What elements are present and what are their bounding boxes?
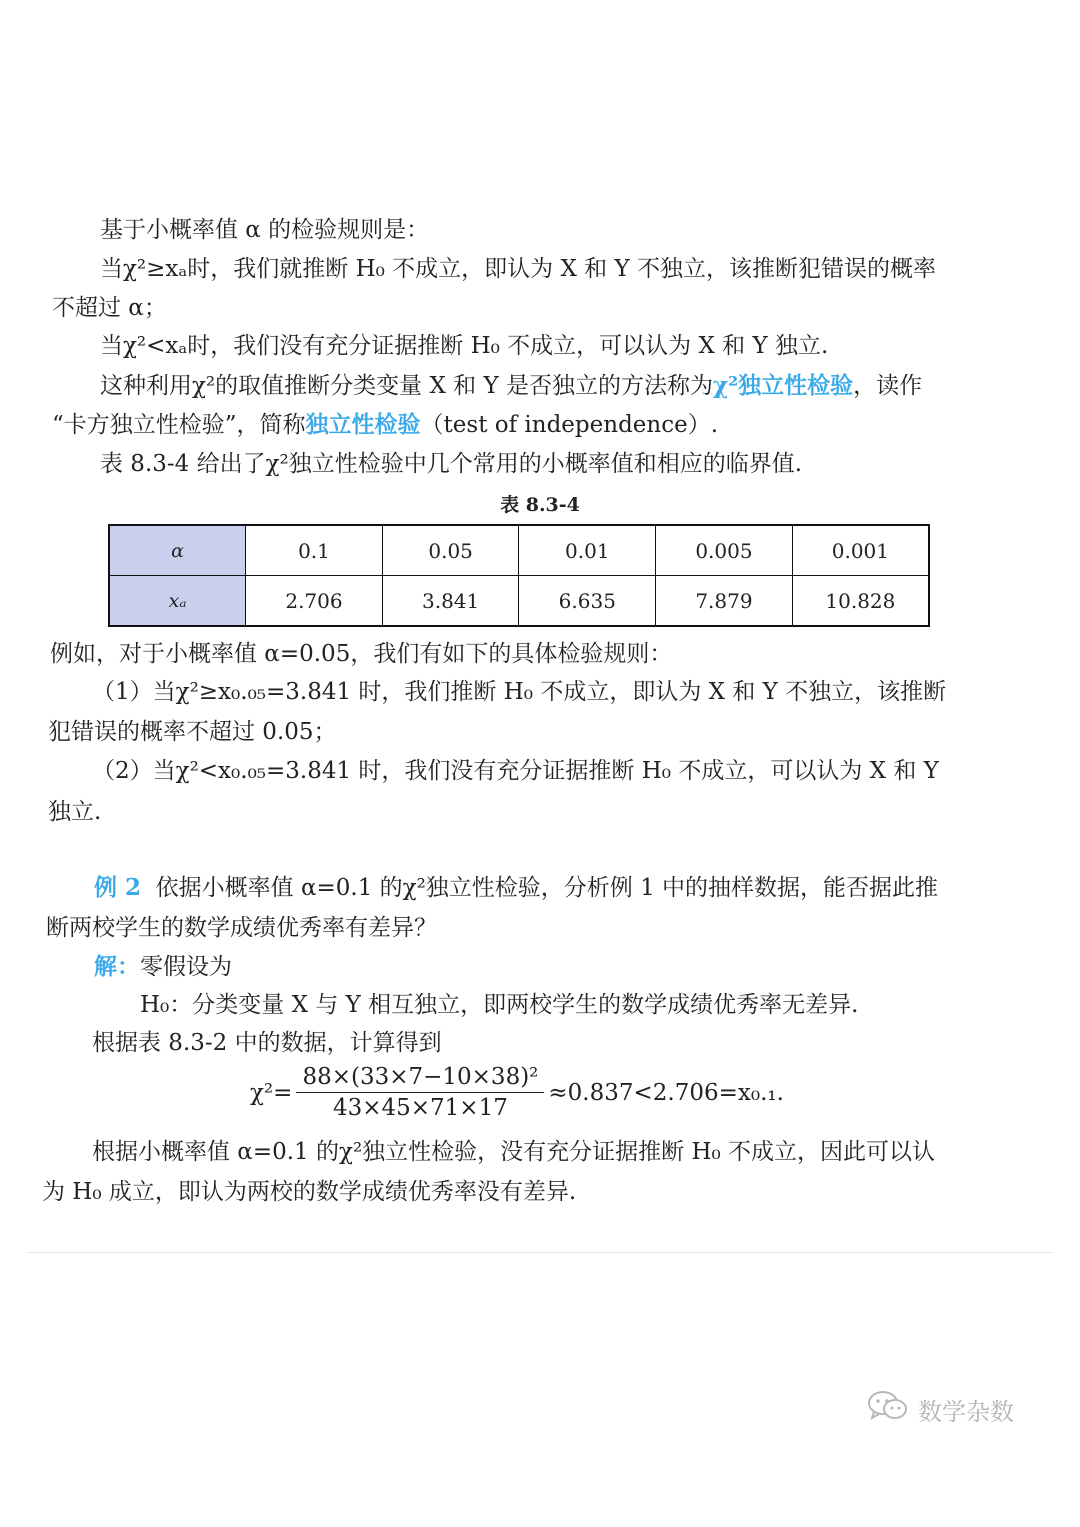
example-2-line2: 断两校学生的数学成绩优秀率有差异？ — [46, 915, 437, 941]
table-cell: 0.1 — [246, 525, 383, 576]
rule-intro: 基于小概率值 α 的检验规则是： — [100, 217, 430, 243]
chi-square-formula — [250, 1064, 784, 1121]
solution-line: 解：零假设为 — [94, 953, 232, 980]
table-cell: 0.01 — [519, 525, 656, 576]
term-chi-square-test: χ²独立性检验 — [712, 372, 854, 399]
table-cell: 0.001 — [792, 525, 929, 576]
table-row — [109, 525, 929, 576]
table-cell: 3.841 — [382, 576, 519, 627]
table-row — [109, 576, 929, 627]
formula-lhs: χ²= — [250, 1079, 293, 1106]
example-rule-intro: 例如，对于小概率值 α=0.05，我们有如下的具体检验规则： — [50, 641, 673, 667]
row-header-alpha: α — [109, 525, 246, 576]
example-rule-2-line1: （2）当χ²<x₀.₀₅=3.841 时，我们没有充分证据推断 H₀ 不成立，可以认为 X 和 Y — [92, 758, 939, 784]
example-2-line1: 例 2 依据小概率值 α=0.1 的χ²独立性检验，分析例 1 中的抽样数据，能否据此推 — [94, 874, 939, 901]
null-hypothesis: H₀：分类变量 X 与 Y 相互独立，即两校学生的数学成绩优秀率无差异. — [140, 992, 859, 1018]
term-independence-test: 独立性检验 — [305, 411, 421, 438]
rule-accept: 当χ²<xₐ时，我们没有充分证据推断 H₀ 不成立，可以认为 X 和 Y 独立. — [100, 333, 829, 359]
table-cell: 0.005 — [656, 525, 793, 576]
definition-line2: “卡方独立性检验”，简称独立性检验（test of independence）. — [52, 411, 719, 438]
table-cell: 0.05 — [382, 525, 519, 576]
table-cell: 7.879 — [656, 576, 793, 627]
table-cell: 6.635 — [519, 576, 656, 627]
table-caption: 表 8.3-4 — [500, 494, 580, 516]
wechat-icon — [866, 1388, 910, 1430]
example-rule-1-line1: （1）当χ²≥x₀.₀₅=3.841 时，我们推断 H₀ 不成立，即认为 X 和 Y 不独立，该推断 — [92, 679, 947, 705]
solution-label: 解： — [94, 953, 140, 980]
formula-rhs: ≈0.837<2.706=x₀.₁. — [548, 1079, 784, 1106]
formula-numerator: 88×(33×7−10×38)² — [296, 1064, 544, 1093]
calc-intro: 根据表 8.3-2 中的数据，计算得到 — [92, 1030, 442, 1056]
rule-reject-line2: 不超过 α； — [52, 295, 167, 321]
conclusion-line2: 为 H₀ 成立，即认为两校的数学成绩优秀率没有差异. — [42, 1179, 577, 1205]
row-header-critical: xₐ — [109, 576, 246, 627]
watermark-text: 数学杂数 — [918, 1397, 1014, 1426]
watermark — [866, 1388, 1014, 1430]
example-rule-1-line2: 犯错误的概率不超过 0.05； — [48, 719, 337, 745]
example-label: 例 2 — [94, 874, 142, 901]
page-divider — [28, 1252, 1052, 1253]
table-intro: 表 8.3-4 给出了χ²独立性检验中几个常用的小概率值和相应的临界值. — [100, 451, 803, 477]
rule-reject-line1: 当χ²≥xₐ时，我们就推断 H₀ 不成立，即认为 X 和 Y 不独立，该推断犯错误的概率 — [100, 256, 936, 282]
definition-line1: 这种利用χ²的取值推断分类变量 X 和 Y 是否独立的方法称为χ²独立性检验，读作 — [100, 372, 923, 399]
critical-value-table — [108, 524, 930, 627]
table-cell: 2.706 — [246, 576, 383, 627]
formula-denominator: 43×45×71×17 — [332, 1095, 508, 1121]
example-rule-2-line2: 独立. — [48, 799, 102, 825]
table-cell: 10.828 — [792, 576, 929, 627]
conclusion-line1: 根据小概率值 α=0.1 的χ²独立性检验，没有充分证据推断 H₀ 不成立，因此可以认 — [92, 1139, 936, 1165]
formula-fraction — [296, 1064, 544, 1121]
